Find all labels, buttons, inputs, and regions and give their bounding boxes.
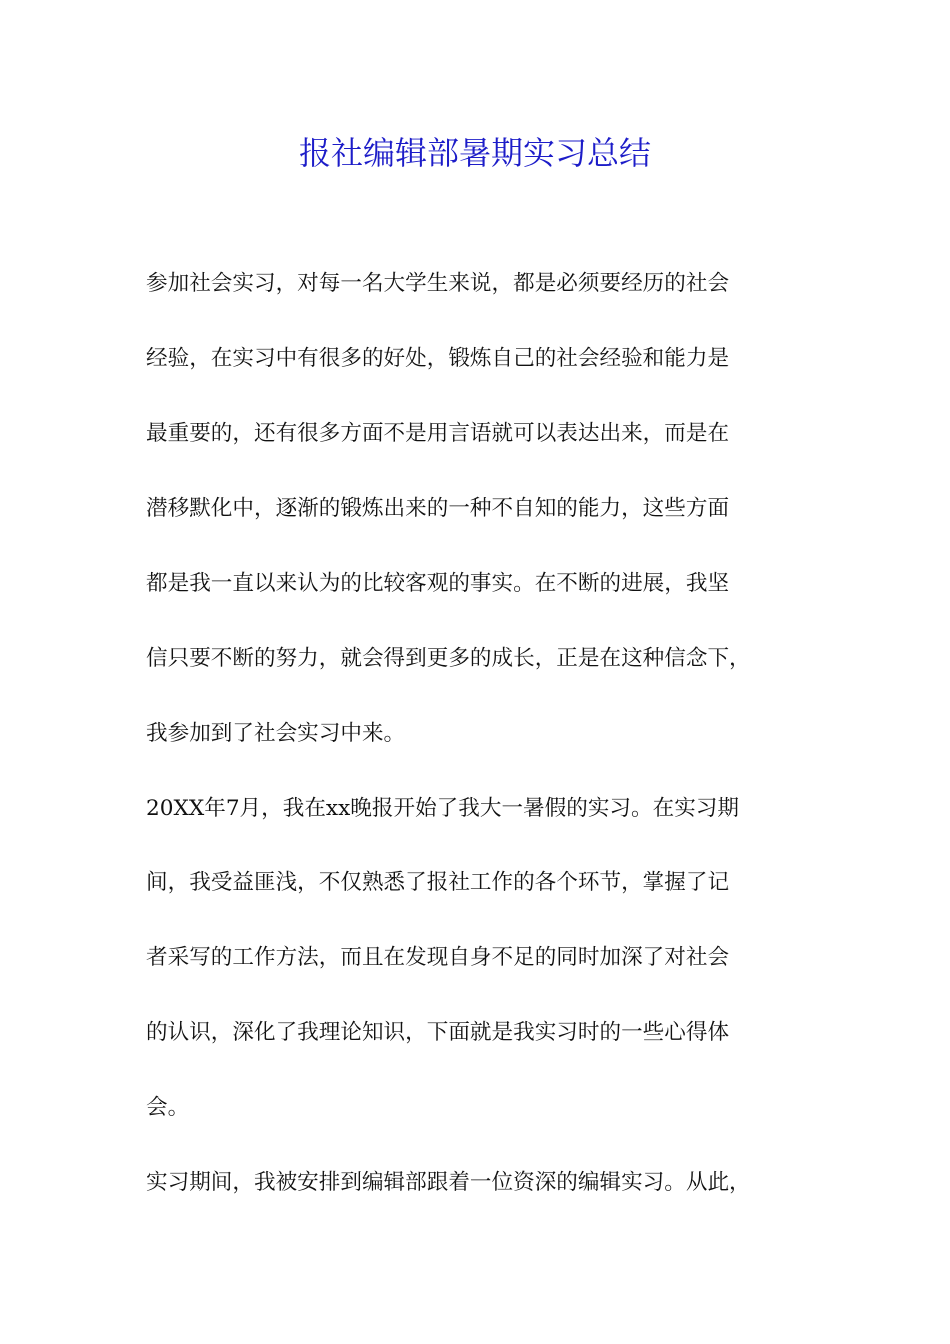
body-line-11: 的认识，深化了我理论知识，下面就是我实习时的一些心得体 [146, 1020, 730, 1045]
body-line-12: 会。 [146, 1095, 190, 1120]
body-line-3: 最重要的，还有很多方面不是用言语就可以表达出来，而是在 [146, 421, 730, 446]
body-line-2: 经验，在实习中有很多的好处，锻炼自己的社会经验和能力是 [146, 346, 730, 371]
body-line-8: 20XX年7月，我在xx晚报开始了我大一暑假的实习。在实习期 [146, 796, 739, 821]
body-line-6: 信只要不断的努力，就会得到更多的成长，正是在这种信念下， [146, 646, 751, 671]
body-line-4: 潜移默化中，逐渐的锻炼出来的一种不自知的能力，这些方面 [146, 496, 730, 521]
body-line-13: 实习期间，我被安排到编辑部跟着一位资深的编辑实习。从此， [146, 1170, 751, 1195]
document-title: 报社编辑部暑期实习总结 [298, 134, 651, 172]
body-line-7: 我参加到了社会实习中来。 [146, 721, 406, 746]
body-line-5: 都是我一直以来认为的比较客观的事实。在不断的进展，我坚 [146, 571, 730, 596]
body-line-9: 间，我受益匪浅，不仅熟悉了报社工作的各个环节，掌握了记 [146, 870, 730, 895]
body-line-1: 参加社会实习，对每一名大学生来说，都是必须要经历的社会 [146, 271, 730, 296]
body-line-10: 者采写的工作方法，而且在发现自身不足的同时加深了对社会 [146, 945, 730, 970]
